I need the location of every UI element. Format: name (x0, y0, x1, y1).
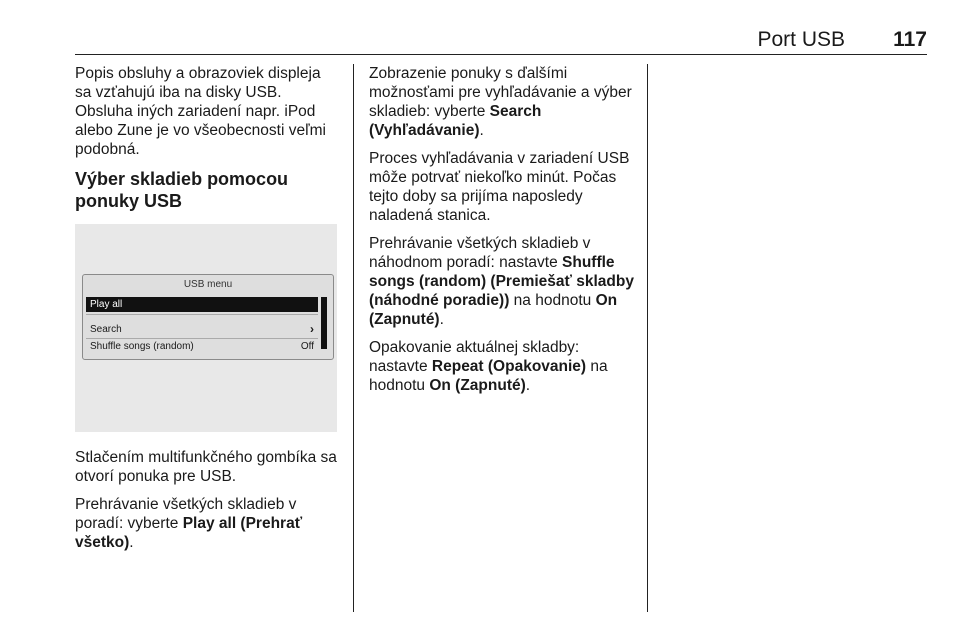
menu-item-label: Play all (90, 299, 123, 310)
column-divider-left (353, 64, 354, 612)
emphasis-on: On (Zapnuté) (369, 292, 618, 328)
text-run: na hodnotu (369, 358, 608, 394)
chevron-right-icon: › (310, 322, 314, 336)
column-divider-right (647, 64, 648, 612)
emphasis-play-all: Play all (Prehrať všetko) (75, 515, 303, 551)
text-run: . (479, 122, 484, 139)
menu-item-play-all (86, 297, 318, 312)
emphasis-shuffle: Shuffle songs (random) (Premiešať skladby (náhodné poradie)) (369, 254, 634, 309)
menu-item-search (86, 322, 318, 337)
section-title: Port USB (757, 28, 845, 51)
paragraph-search (369, 64, 637, 140)
paragraph-open-menu: Stlačením multifunkčného gombíka sa otvorí ponuka pre USB. (75, 449, 337, 485)
left-column (75, 64, 337, 561)
section-heading: Výber skladieb pomocou ponuky USB (75, 169, 289, 211)
text-run: Prehrávanie všetkých skladieb v náhodnom poradí: nastavte (369, 235, 591, 271)
text-run: . (439, 311, 444, 328)
paragraph-play-all (75, 495, 337, 552)
page-number: 117 (893, 28, 927, 51)
text-run: Zobrazenie ponuky s ďalšími možnosťami pre vyhľadávanie a výber skladieb: vyberte (369, 65, 632, 120)
usb-menu-title: USB menu (183, 279, 233, 290)
page-header (75, 24, 927, 52)
emphasis-search: Search (Vyhľadávanie) (369, 103, 542, 139)
paragraph-repeat (369, 338, 637, 395)
usb-menu-screen (82, 274, 334, 360)
menu-scrollbar (321, 297, 327, 349)
menu-item-label: Search (90, 324, 122, 335)
text-run: na hodnotu (509, 292, 596, 309)
paragraph-shuffle (369, 234, 637, 329)
menu-divider (86, 314, 318, 315)
text-run: . (129, 534, 134, 551)
header-rule (75, 54, 927, 55)
menu-item-shuffle (86, 339, 318, 354)
emphasis-repeat: Repeat (Opakovanie) (431, 358, 587, 375)
right-column (369, 64, 637, 404)
menu-item-label: Shuffle songs (random) (90, 341, 194, 352)
intro-paragraph: Popis obsluhy a obrazoviek displeja sa vzťahujú iba na disky USB. Obsluha iných zariadení napr. iPod alebo Zune je vo všeobecnosti veľmi podobná. (75, 65, 326, 158)
usb-menu-figure (75, 224, 337, 432)
text-run: . (525, 377, 531, 394)
emphasis-on: On (Zapnuté) (429, 377, 526, 394)
text-run: Opakovanie aktuálnej skladby: nastavte (369, 339, 580, 375)
paragraph-search-process: Proces vyhľadávania v zariadení USB môže potrvať niekoľko minút. Počas tejto doby sa prijíma naposledy naladená stanica. (369, 150, 630, 224)
menu-item-value: Off (300, 341, 314, 352)
text-run: Prehrávanie všetkých skladieb v poradí: vyberte (75, 496, 297, 532)
